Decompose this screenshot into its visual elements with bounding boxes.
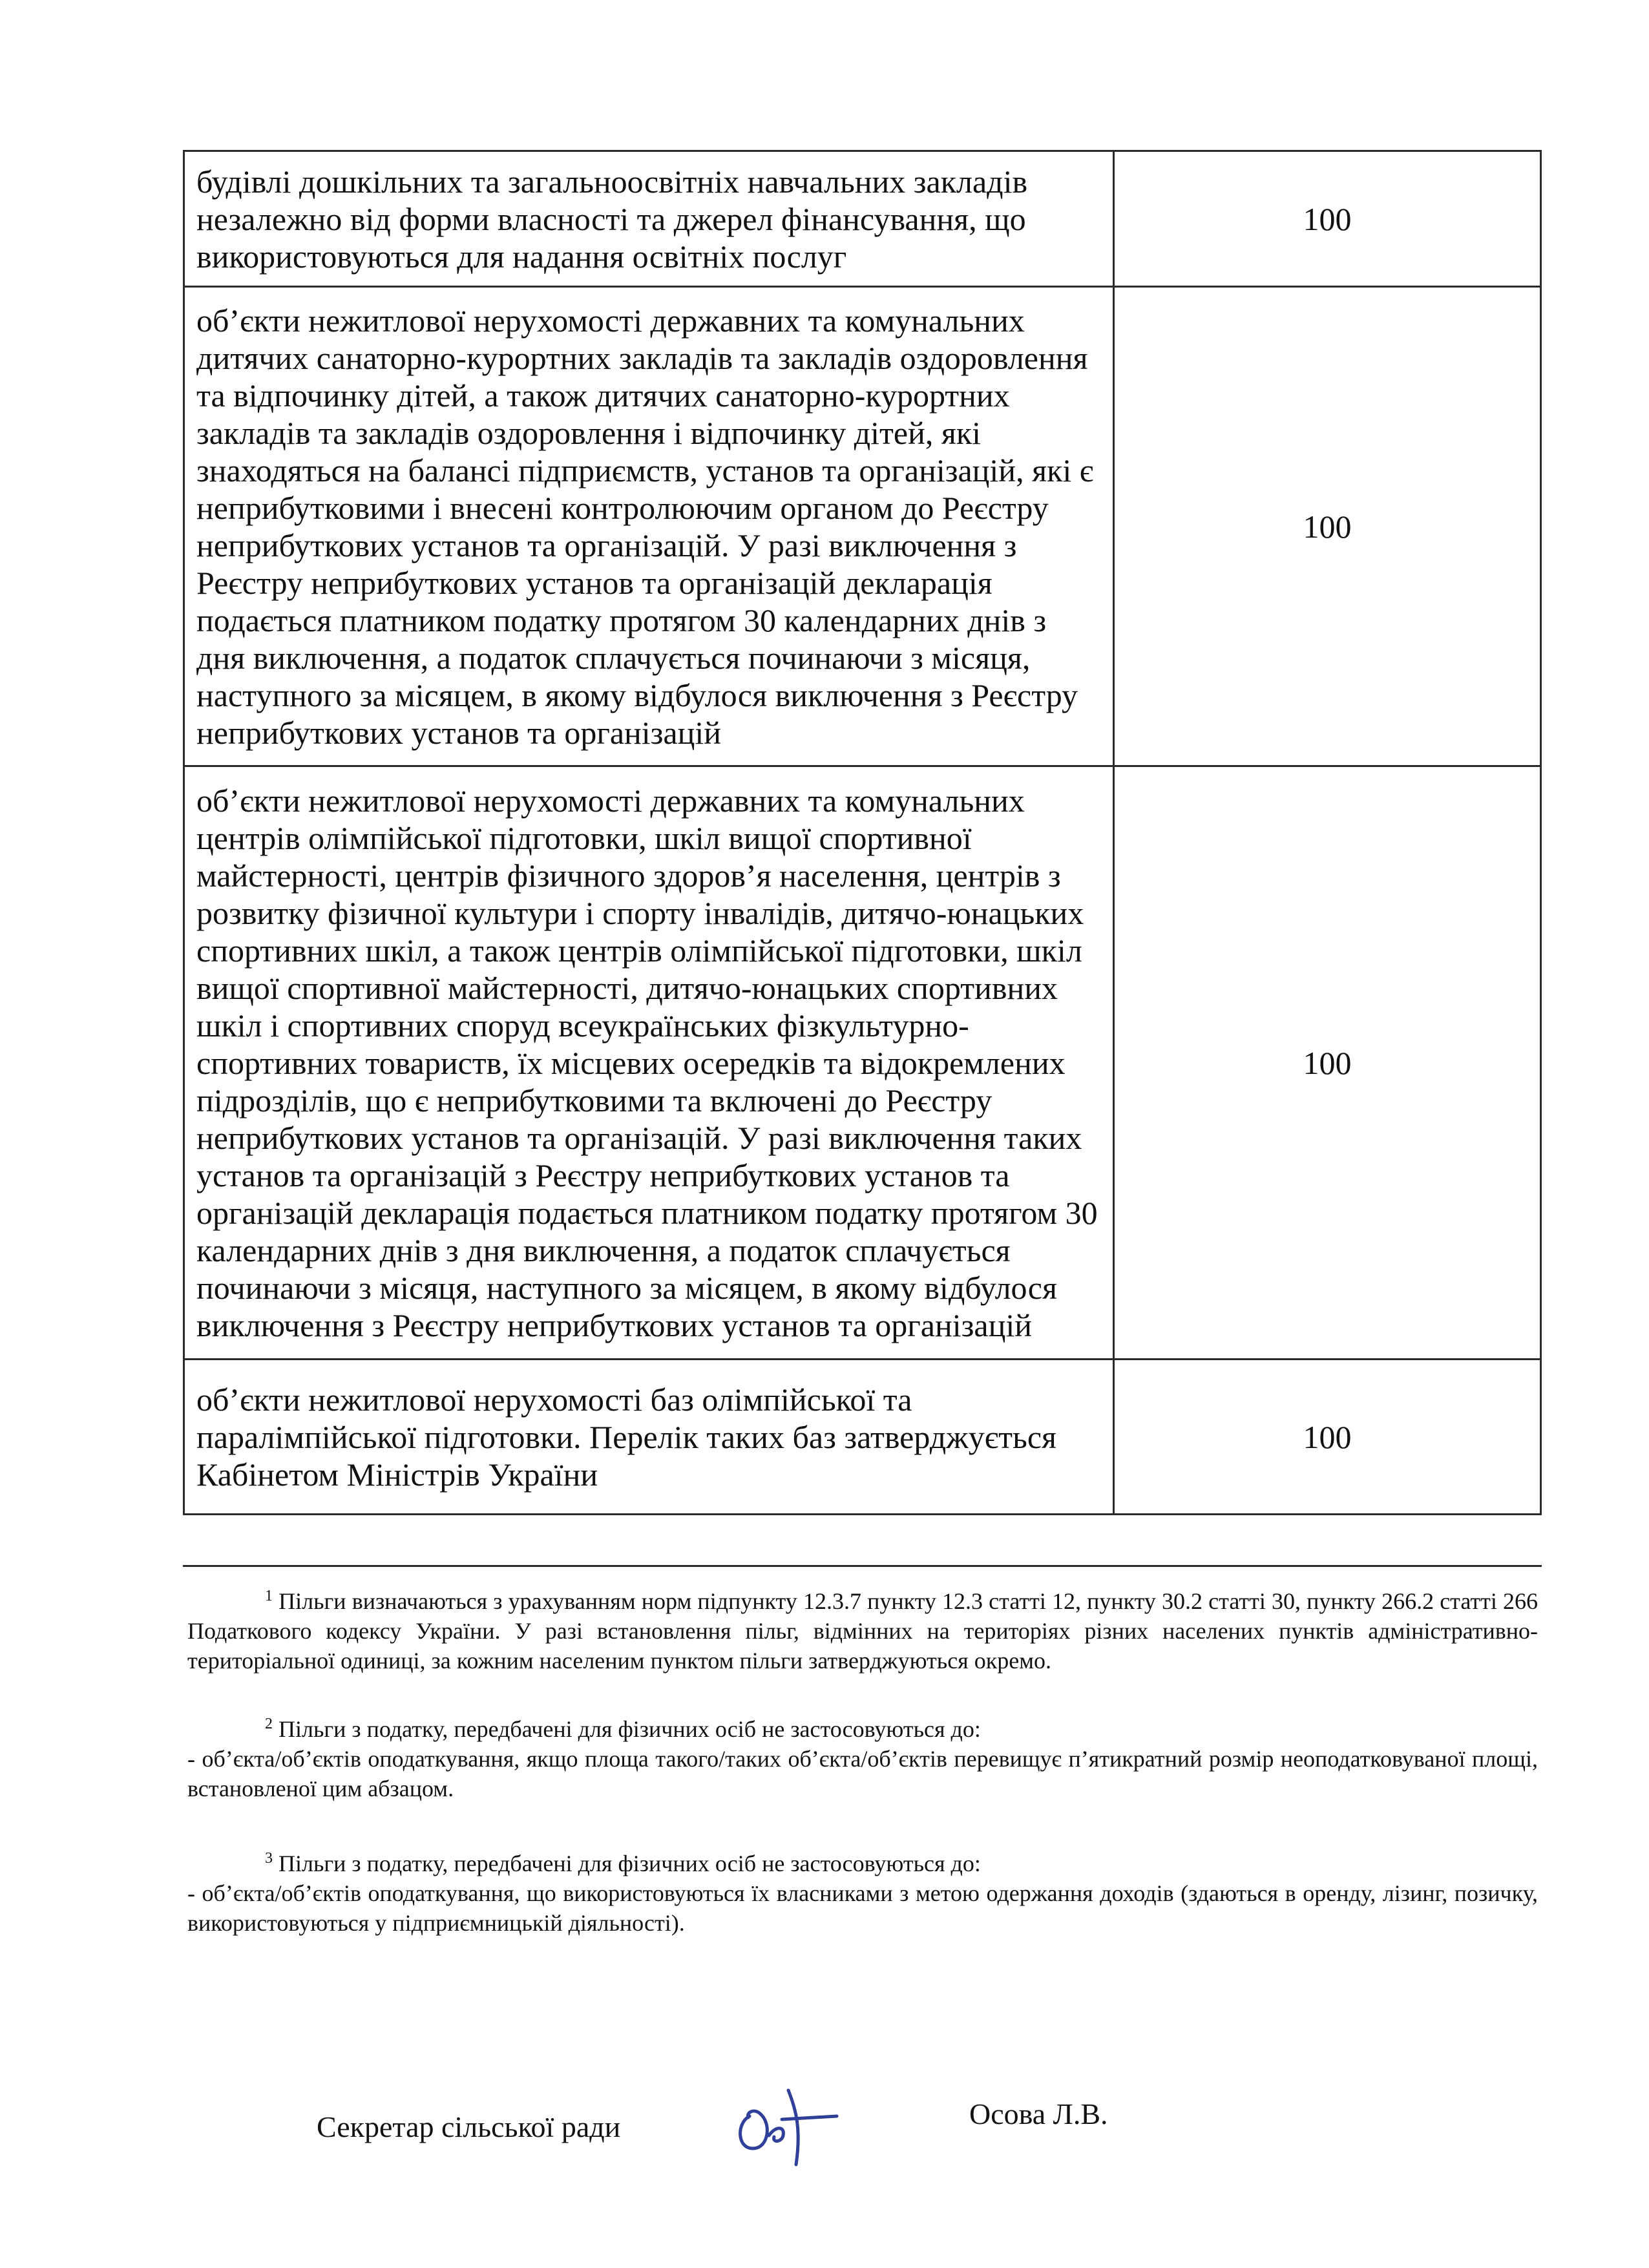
footnote-1 [187,1586,1538,1675]
table-row [184,151,1541,287]
benefit-rate: 100 [1114,766,1541,1360]
footnote-text: Пільги з податку, передбачені для фізичних осіб не застосовуються до: [278,1851,981,1876]
object-description: об’єкти нежитлової нерухомості баз олімпійської та паралімпійської підготовки. Перелік таких баз затверджується Кабінетом Міністрів України [184,1360,1114,1515]
object-description: об’єкти нежитлової нерухомості державних та комунальних центрів олімпійської підготовки, шкіл вищої спортивної майстерності, центрів фізичного здоров’я населення, центрів з розвитку фізичної культури і спорту інвалідів, дитячо-юнацьких спортивних шкіл, а також центрів олімпійської підготовки, шкіл вищої спортивної майстерності, дитячо-юнацьких спортивних шкіл і спортивних споруд всеукраїнських фізкультурно-спортивних товариств, їх місцевих осередків та відокремлених підрозділів, що є неприбутковими та включені до Реєстру неприбуткових установ та організацій. У разі виключення таких установ та організацій з Реєстру неприбуткових установ та організацій декларація подається платником податку протягом 30 календарних днів з дня виключення, а податок сплачується починаючи з місяця, наступного за місяцем, в якому відбулося виключення з Реєстру неприбуткових установ та організацій [184,766,1114,1360]
table-row [184,766,1541,1360]
footnote-text: Пільги з податку, передбачені для фізичних осіб не застосовуються до: [278,1716,981,1742]
signatory-title: Секретар сільської ради [317,2110,621,2143]
footnote-3-item: - об’єкта/об’єктів оподаткування, що використовуються їх власниками з метою одержання доходів (здаються в оренду, лізинг, позичку, використовуються у підприємницькій діяльності). [187,1880,1538,1936]
table-row [184,1360,1541,1515]
benefit-rate: 100 [1114,1360,1541,1515]
signatory-name: Осова Л.В. [969,2097,1108,2130]
footnote-3-heading [187,1849,1538,1878]
benefit-rate: 100 [1114,151,1541,287]
footnote-mark: 1 [265,1588,273,1604]
footnote-divider [183,1565,1542,1567]
table-row [184,287,1541,766]
footnote-2-heading [187,1714,1538,1744]
footnotes [187,1586,1538,1938]
footnote-text: Пільги визначаються з урахуванням норм підпункту 12.3.7 пункту 12.3 статті 12, пункту 30.2 статті 30, пункту 266.2 статті 266 Податкового кодексу України. У разі встановлення пільг, відмінних на територіях різних населених пунктів адміністративно-територіальної одиниці, за кожним населеним пунктом пільги затверджуються окремо. [187,1588,1539,1674]
footnote-mark: 2 [265,1716,273,1732]
footnote-2-item: - об’єкта/об’єктів оподаткування, якщо площа такого/таких об’єкта/об’єктів перевищує п’ятикратний розмір неоподатковуваної площі, встановленої цим абзацом. [187,1746,1538,1801]
footnote-mark: 3 [265,1850,273,1867]
object-description: об’єкти нежитлової нерухомості державних та комунальних дитячих санаторно-курортних закладів та закладів оздоровлення та відпочинку дітей, а також дитячих санаторно-курортних закладів та закладів оздоровлення і відпочинку дітей, які знаходяться на балансі підприємств, установ та організацій, які є неприбутковими і внесені контролюючим органом до Реєстру неприбуткових установ та організацій. У разі виключення з Реєстру неприбуткових установ та організацій декларація подається платником податку протягом 30 календарних днів з дня виключення, а податок сплачується починаючи з місяця, наступного за місяцем, в якому відбулося виключення з Реєстру неприбуткових установ та організацій [184,287,1114,766]
benefits-table [183,150,1542,1515]
signature-block [0,2077,1649,2168]
benefit-rate: 100 [1114,287,1541,766]
object-description: будівлі дошкільних та загальноосвітніх навчальних закладів незалежно від форми власності та джерел фінансування, що використовуються для надання освітніх послуг [184,151,1114,287]
handwritten-signature [724,2077,840,2168]
